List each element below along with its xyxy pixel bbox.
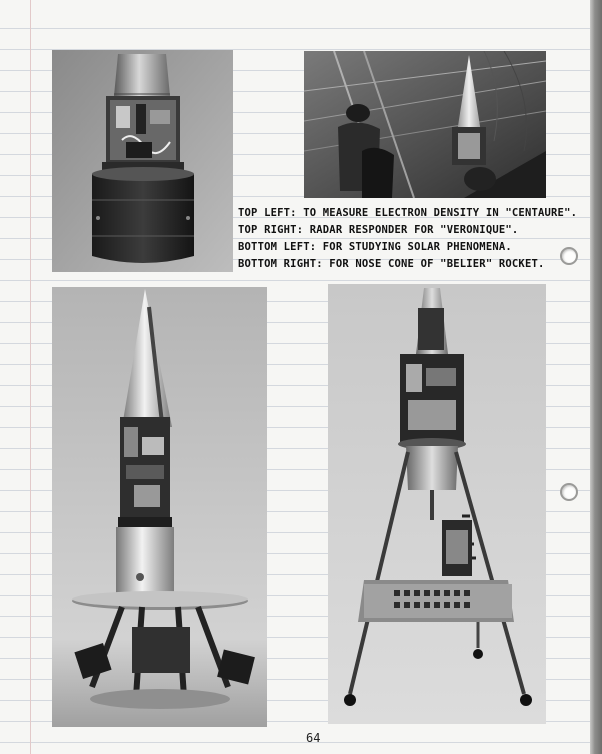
photo-caption xyxy=(238,205,578,273)
photo-top-right-radar-responder xyxy=(304,51,546,198)
page-number: 64 xyxy=(306,731,321,745)
photo-bottom-right-belier-nose-cone xyxy=(328,284,546,724)
punch-hole-bottom xyxy=(560,483,578,501)
margin-line xyxy=(30,0,31,754)
caption-top-right: TOP RIGHT: RADAR RESPONDER FOR "VERONIQUE". xyxy=(238,224,519,236)
page-edge-shadow xyxy=(590,0,602,754)
caption-bottom-left: BOTTOM LEFT: FOR STUDYING SOLAR PHENOMENA. xyxy=(238,241,512,253)
punch-hole-top xyxy=(560,247,578,265)
caption-top-left: TOP LEFT: TO MEASURE ELECTRON DENSITY IN "CENTAURE". xyxy=(238,207,578,219)
photo-bottom-left-solar-phenomena-rocket xyxy=(52,287,267,727)
photo-top-left-electron-density-probe xyxy=(52,50,233,272)
caption-bottom-right: BOTTOM RIGHT: FOR NOSE CONE OF "BELIER" ROCKET. xyxy=(238,258,545,270)
